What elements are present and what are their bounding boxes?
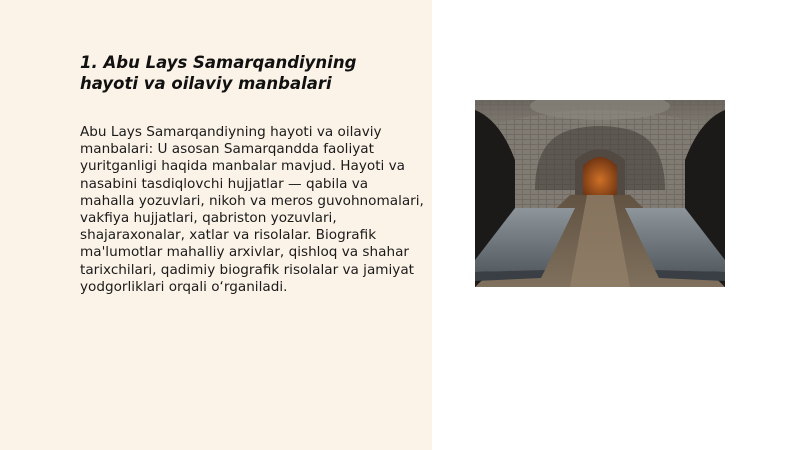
mausoleum-interior-photo (475, 100, 725, 287)
mausoleum-interior-illustration (475, 100, 725, 287)
slide-body-text: Abu Lays Samarqandiyning hayoti va oilaviy manbalari: U asosan Samarqandda faoliyat yuritganligi haqida manbalar mavjud. Hayoti va nasabini tasdiqlovchi hujjatlar — qabila va mahalla yozuvlari, nikoh va meros guvohnomalari, vakfiya hujjatlari, qabriston yozuvlari, shajaraxonalar, xatlar va risolalar. Biografik ma'lumotlar mahalliy arxivlar, qishloq va shahar tarixchilari, qadimiy biografik risolalar va jamiyat yodgorliklari orqali o‘rganiladi. (80, 124, 424, 295)
slide-title: 1. Abu Lays Samarqandiyning hayoti va oilaviy manbalari (80, 53, 357, 93)
